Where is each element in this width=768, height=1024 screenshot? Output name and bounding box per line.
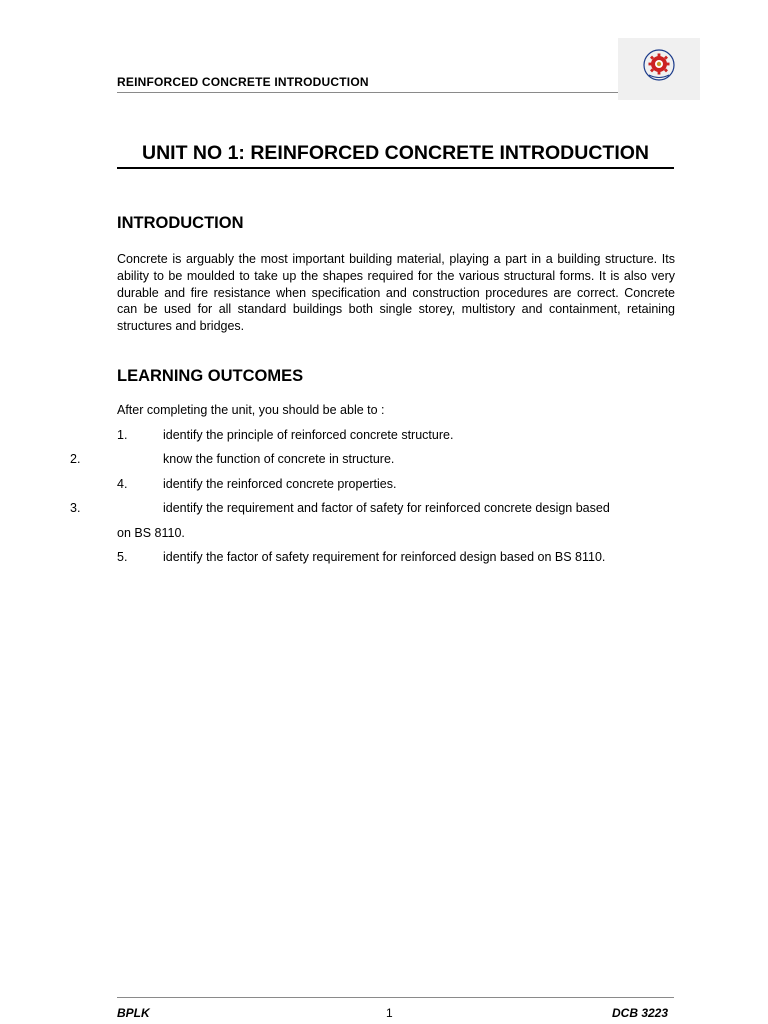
footer-divider bbox=[117, 997, 674, 998]
outcome-number: 2. bbox=[70, 452, 81, 466]
footer-course-code: DCB 3223 bbox=[612, 1006, 669, 1020]
outcome-text: identify the reinforced concrete properties. bbox=[163, 477, 397, 491]
outcome-number: 4. bbox=[117, 477, 128, 491]
outcome-text: identify the requirement and factor of safety for reinforced concrete design based bbox=[163, 501, 610, 515]
page-number: 1 bbox=[386, 1006, 393, 1020]
outcome-text-continuation: on BS 8110. bbox=[117, 526, 185, 540]
institution-logo bbox=[618, 38, 700, 100]
introduction-paragraph: Concrete is arguably the most important building material, playing a part in a building structure. Its ability to be moulded to take up the shapes required for the various structural forms. It is also very durable and fire resistance when specification and construction procedures are correct. Concrete can be used for all standard buildings both single storey, multistory and containment, retaining structures and bridges. bbox=[117, 252, 675, 334]
outcome-text: know the function of concrete in structure. bbox=[163, 452, 395, 466]
unit-title-underline bbox=[117, 167, 674, 169]
outcome-number: 5. bbox=[117, 550, 128, 564]
outcome-number: 1. bbox=[117, 428, 128, 442]
introduction-heading: INTRODUCTION bbox=[117, 214, 244, 232]
institution-gear-seal-icon bbox=[641, 47, 677, 83]
learning-outcomes-heading: LEARNING OUTCOMES bbox=[117, 367, 304, 385]
outcome-number: 3. bbox=[70, 501, 81, 515]
outcome-text: identify the principle of reinforced concrete structure. bbox=[163, 428, 454, 442]
footer-left-label: BPLK bbox=[117, 1006, 150, 1020]
running-header-title: REINFORCED CONCRETE INTRODUCTION bbox=[117, 75, 369, 89]
outcome-text: identify the factor of safety requirement for reinforced design based on BS 8110. bbox=[163, 550, 606, 564]
header-divider bbox=[117, 92, 619, 93]
unit-title: UNIT NO 1: REINFORCED CONCRETE INTRODUCTION bbox=[142, 142, 649, 164]
learning-outcomes-lead: After completing the unit, you should be able to : bbox=[117, 403, 385, 417]
